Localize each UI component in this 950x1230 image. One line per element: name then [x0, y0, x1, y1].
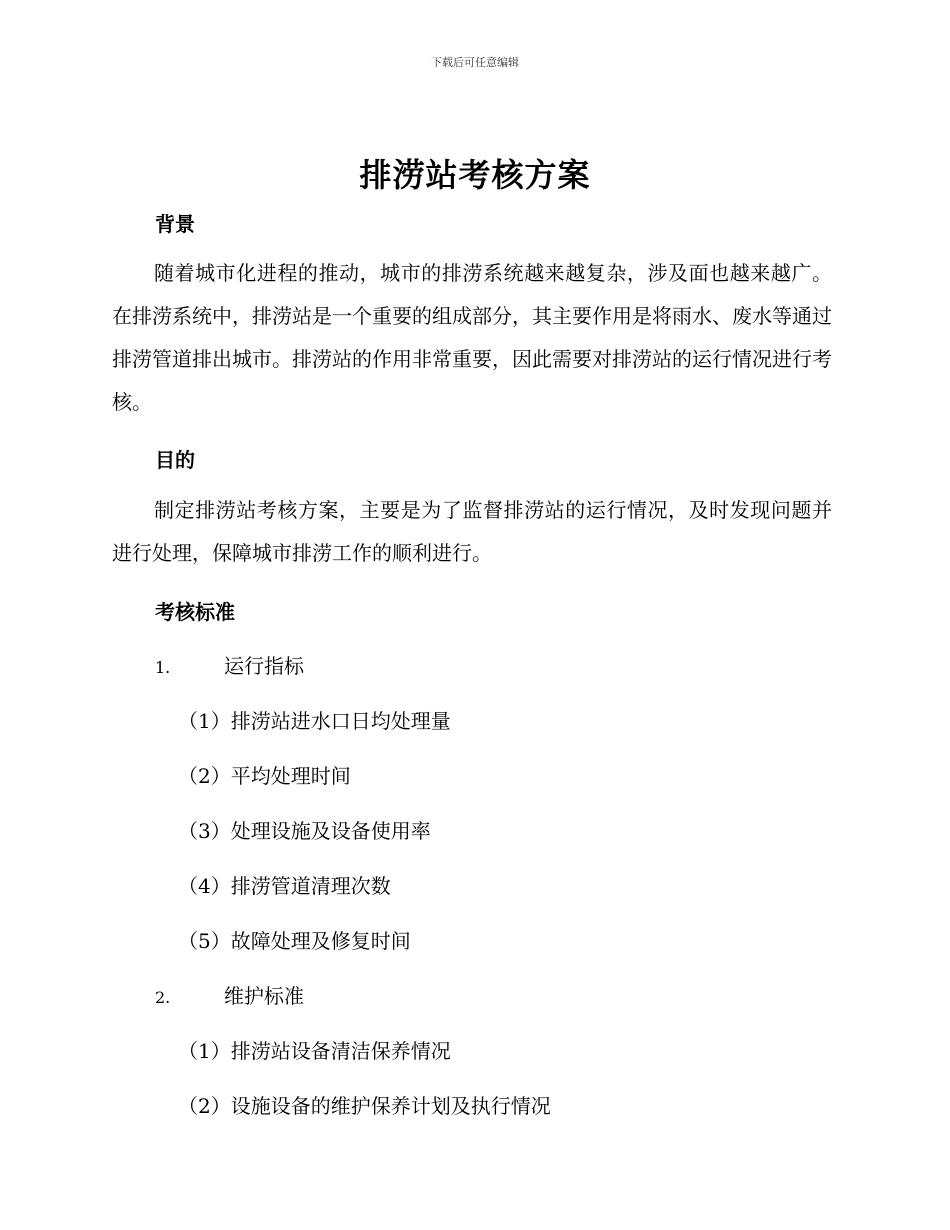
- criteria-group-1-item: （4）排涝管道清理次数: [178, 874, 391, 898]
- criteria-group-1-item: （2）平均处理时间: [178, 764, 351, 788]
- criteria-group-1-label: 运行指标: [224, 654, 304, 678]
- header-note: 下载后可任意编辑: [431, 56, 519, 69]
- criteria-group-1-item: （5）故障处理及修复时间: [178, 929, 411, 953]
- criteria-group-2-number: 2.: [155, 988, 171, 1007]
- criteria-group-2-label: 维护标准: [224, 984, 304, 1008]
- page-title: 排涝站考核方案: [359, 156, 591, 194]
- section-heading-criteria: 考核标准: [155, 600, 235, 624]
- section-heading-background: 背景: [155, 212, 195, 236]
- criteria-group-2: [155, 980, 304, 1009]
- criteria-group-2-item: （1）排涝站设备清洁保养情况: [178, 1039, 451, 1063]
- section-heading-purpose: 目的: [155, 448, 195, 472]
- criteria-group-2-item: （2）设施设备的维护保养计划及执行情况: [178, 1094, 551, 1118]
- purpose-paragraph: 制定排涝站考核方案，主要是为了监督排涝站的运行情况，及时发现问题并进行处理，保障城市排涝工作的顺利进行。: [112, 498, 832, 565]
- criteria-group-1: [155, 650, 304, 679]
- criteria-group-1-item: （3）处理设施及设备使用率: [178, 819, 431, 843]
- criteria-group-1-item: （1）排涝站进水口日均处理量: [178, 709, 451, 733]
- background-paragraph: 随着城市化进程的推动，城市的排涝系统越来越复杂，涉及面也越来越广。在排涝系统中，排涝站是一个重要的组成部分，其主要作用是将雨水、废水等通过排涝管道排出城市。排涝站的作用非常重要，因此需要对排涝站的运行情况进行考核。: [112, 261, 832, 414]
- criteria-group-1-number: 1.: [155, 658, 171, 677]
